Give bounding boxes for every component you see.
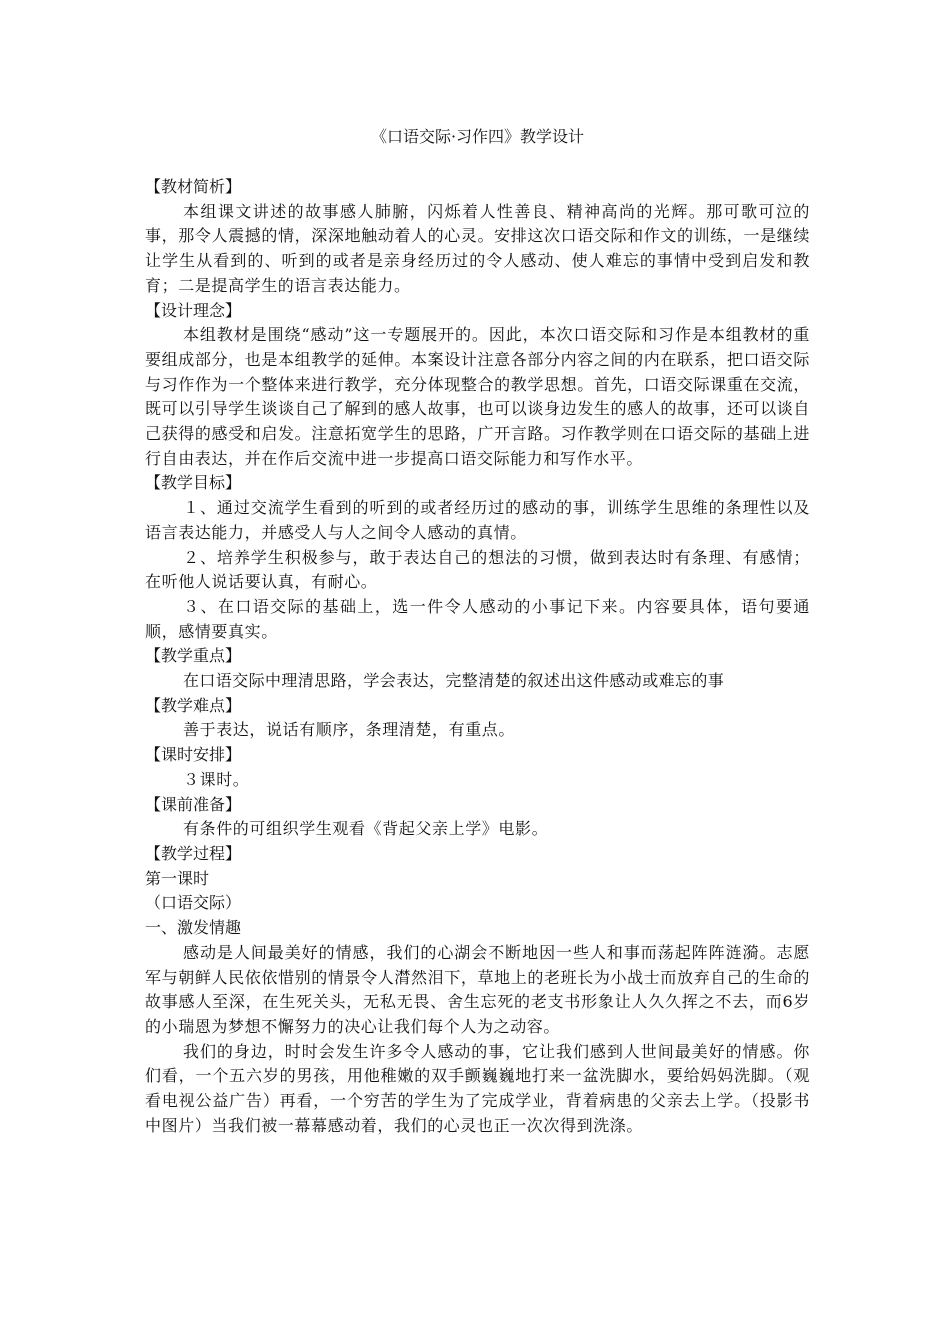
section-heading: 【教学重点】 bbox=[145, 646, 242, 666]
section-heading: 【教学难点】 bbox=[145, 695, 242, 715]
paragraph: 本组课文讲述的故事感人肺腑，闪烁着人性善良、精神高尚的光辉。那可歌可泣的事，那令人震撼的情，深深地触动着人的心灵。安排这次口语交际和作文的训练，一是继续让学生从看到的、听到的或者是亲身经历过的令人感动、使人难忘的事情中受到启发和教育；二是提高学生的语言表达能力。 bbox=[145, 201, 810, 295]
paragraph: 本组教材是围绕“感动”这一专题展开的。因此，本次口语交际和习作是本组教材的重要组成部分，也是本组教学的延伸。本案设计注意各部分内容之间的内在联系，把口语交际与习作作为一个整体来进行教学，充分体现整合的教学思想。首先，口语交际课重在交流，既可以引导学生谈谈自己了解到的感人故事，也可以谈身边发生的感人的故事，还可以谈自己获得的感受和启发。注意拓宽学生的思路，广开言路。习作教学则在口语交际的基础上进行自由表达，并在作后交流中进一步提高口语交际能力和写作水平。 bbox=[145, 325, 810, 468]
paragraph: 有条件的可组织学生观看《背起父亲上学》电影。 bbox=[183, 819, 549, 839]
step-heading: 一、激发情趣 bbox=[145, 918, 242, 938]
section-heading: 【课时安排】 bbox=[145, 745, 242, 765]
section-heading: 【课前准备】 bbox=[145, 794, 242, 814]
goal-item: １、通过交流学生看到的听到的或者经历过的感动的事，训练学生思维的条理性以及语言表达能力，并感受人与人之间令人感动的真情。 bbox=[145, 498, 810, 542]
paragraph: ３课时。 bbox=[183, 769, 250, 789]
section-heading: 【教学过程】 bbox=[145, 843, 242, 863]
paragraph: 善于表达，说话有顺序，条理清楚，有重点。 bbox=[183, 720, 516, 740]
section-heading: 【教材简析】 bbox=[145, 177, 242, 196]
paragraph: 我们的身边，时时会发生许多令人感动的事，它让我们感到人世间最美好的情感。你们看，一个五六岁的男孩，用他稚嫩的双手颤巍巍地打来一盆洗脚水，要给妈妈洗脚。（观看电视公益广告）再看，一个穷苦的学生为了完成学业，背着病患的父亲去上学。（投影书中图片）当我们被一幕幕感动着，我们的心灵也正一次次得到洗涤。 bbox=[145, 1041, 810, 1135]
lesson-label: 第一课时 bbox=[145, 868, 210, 888]
section-heading: 【教学目标】 bbox=[145, 473, 242, 493]
paragraph: 在口语交际中理清思路，学会表达，完整清楚的叙述出这件感动或难忘的事 bbox=[183, 671, 725, 691]
goal-item: ３、在口语交际的基础上，选一件令人感动的小事记下来。内容要具体，语句要通顺，感情要真实。 bbox=[145, 596, 810, 641]
section-heading: 【设计理念】 bbox=[145, 300, 242, 320]
document-body bbox=[145, 175, 810, 1138]
goal-item: ２、培养学生积极参与，敢于表达自己的想法的习惯，做到表达时有条理、有感情；在听他人说话要认真，有耐心。 bbox=[145, 547, 810, 592]
paragraph: 感动是人间最美好的情感，我们的心湖会不断地因一些人和事而荡起阵阵涟漪。志愿军与朝鲜人民依依惜别的情景令人潸然泪下，草地上的老班长为小战士而放弃自己的生命的故事感人至深，在生死关头，无私无畏、舍生忘死的老支书形象让人久久挥之不去，而6岁的小瑞恩为梦想不懈努力的决心让我们每个人为之动容。 bbox=[145, 942, 810, 1036]
lesson-subtitle: （口语交际） bbox=[145, 893, 242, 913]
document-title: 《口语交际·习作四》教学设计 bbox=[370, 127, 585, 146]
